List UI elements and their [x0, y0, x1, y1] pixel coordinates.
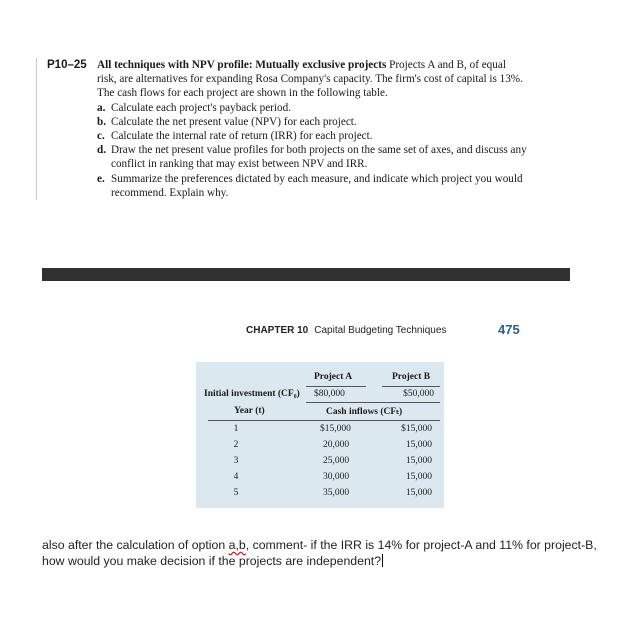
initial-investment-a: $80,000 — [314, 389, 345, 399]
rule-under-project-a — [306, 386, 366, 387]
rule-under-project-b — [382, 386, 440, 387]
table-row-year: 4 — [233, 472, 239, 482]
cash-inflows-label: Cash inflows (CFₜ) — [326, 407, 403, 417]
problem-part-b: b. Calculate the net present value (NPV) for each project. — [97, 115, 357, 128]
problem-number: P10–25 — [47, 59, 87, 71]
column-header-project-a: Project A — [314, 372, 353, 382]
table-cell-a: 30,000 — [323, 472, 350, 482]
chapter-label: CHAPTER 10 — [246, 325, 309, 336]
section-divider-bar — [42, 268, 570, 281]
table-cell-a: 25,000 — [323, 456, 350, 466]
spellcheck-flagged-word: a,b — [228, 538, 246, 552]
rule-under-year-header — [208, 420, 440, 421]
table-cell-b: $15,000 — [401, 424, 432, 434]
comment-text-end: , comment- if the IRR is 14% for project-A and 11% for project-B, how would you make decision if the projects are independent? — [42, 538, 597, 568]
chapter-header — [246, 325, 446, 336]
problem-part-d: d. Draw the net present value profiles for both projects on the same set of axes, and discuss any conflict in ranking that may exist between NPV and IRR. — [97, 144, 527, 171]
table-cell-b: 15,000 — [405, 456, 432, 466]
problem-title: All techniques with NPV profile: Mutually exclusive projects — [97, 59, 387, 71]
table-row-year: 1 — [233, 424, 239, 434]
text-cursor — [382, 554, 383, 567]
rule-under-initial — [306, 402, 440, 403]
table-cell-b: 15,000 — [405, 488, 432, 498]
problem-part-a: a. Calculate each project's payback period. — [97, 101, 291, 114]
initial-investment-b: $50,000 — [403, 389, 434, 399]
page-number: 475 — [498, 322, 520, 337]
table-cell-a: 20,000 — [323, 440, 350, 450]
question-comment[interactable] — [42, 537, 602, 569]
table-row-year: 2 — [233, 440, 239, 450]
problem-part-e: e. Summarize the preferences dictated by each measure, and indicate which project you would recommend. Explain why. — [97, 172, 523, 199]
problem-intro-text — [97, 58, 527, 101]
initial-investment-label: Initial investment (CF₀) — [204, 389, 300, 399]
problem-part-c: c. Calculate the internal rate of return (IRR) for each project. — [97, 130, 373, 143]
table-row-year: 5 — [233, 488, 239, 498]
table-cell-a: $15,000 — [320, 424, 351, 434]
chapter-title: Capital Budgeting Techniques — [314, 325, 447, 336]
year-column-label: Year (t) — [234, 406, 265, 416]
table-row-year: 3 — [233, 456, 239, 466]
table-cell-b: 15,000 — [405, 440, 432, 450]
problem-parts-list — [97, 101, 527, 200]
table-cell-b: 15,000 — [405, 472, 432, 482]
comment-text-start: also after the calculation of option — [42, 538, 229, 552]
table-cell-a: 35,000 — [323, 488, 350, 498]
problem-intro: Projects A and B, of equal risk, are alternatives for expanding Rosa Company's capacity. The firm's cost of capital is 13%. The cash flows for each project are shown in the following table. — [97, 59, 523, 100]
column-header-project-b: Project B — [392, 372, 431, 382]
cash-flow-table — [196, 362, 444, 508]
problem-statement — [36, 58, 527, 200]
